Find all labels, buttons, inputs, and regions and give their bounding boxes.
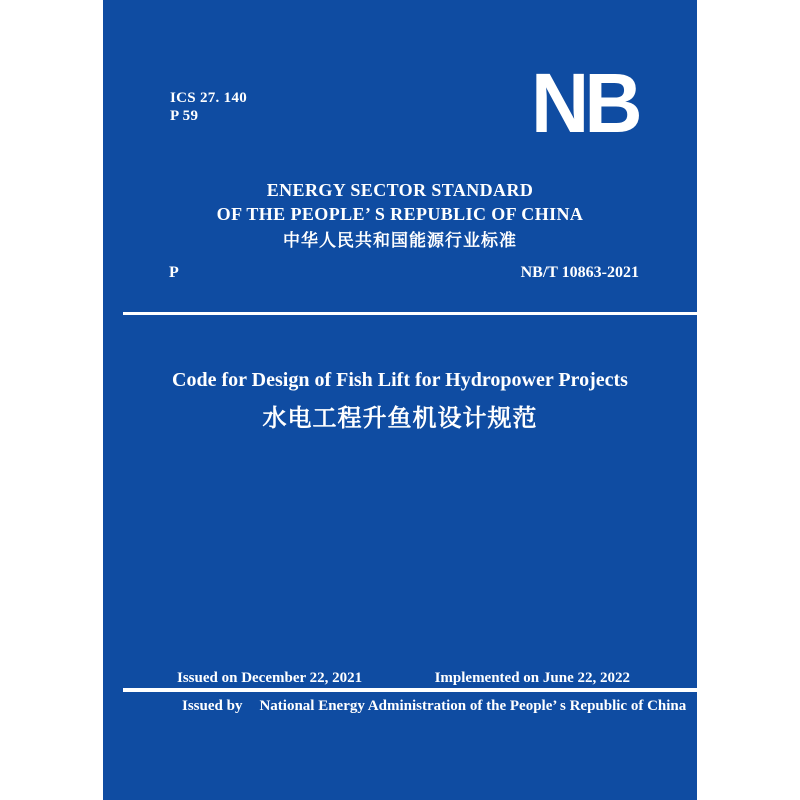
issued-by-label: Issued by <box>182 698 243 714</box>
standard-title-zh: 水电工程升鱼机设计规范 <box>262 405 538 432</box>
dates-row <box>103 669 697 687</box>
org-name-en-line2: OF THE PEOPLE’ S REPUBLIC OF CHINA <box>216 204 584 224</box>
org-name-en-line1: ENERGY SECTOR STANDARD <box>266 180 534 200</box>
ics-code: ICS 27. 140 <box>170 90 248 106</box>
class-and-number-row <box>103 263 697 283</box>
standard-title-en: Code for Design of Fish Lift for Hydropower Projects <box>172 369 628 391</box>
issued-date: Issued on December 22, 2021 <box>177 670 363 686</box>
standard-number: NB/T 10863-2021 <box>520 264 639 281</box>
issued-by-row <box>103 697 697 715</box>
nb-logo: NB <box>531 56 638 150</box>
standard-cover <box>103 0 697 800</box>
footer-divider-rule <box>123 688 697 692</box>
issued-by-value: National Energy Administration of the People’ s Republic of China <box>259 698 687 714</box>
header-divider-rule <box>123 312 697 315</box>
implemented-date: Implemented on June 22, 2022 <box>434 670 630 686</box>
doc-class-letter: P <box>169 264 179 281</box>
ics-classification-block <box>170 89 247 125</box>
org-name-zh: 中华人民共和国能源行业标准 <box>283 231 517 250</box>
classification-code: P 59 <box>170 108 199 124</box>
